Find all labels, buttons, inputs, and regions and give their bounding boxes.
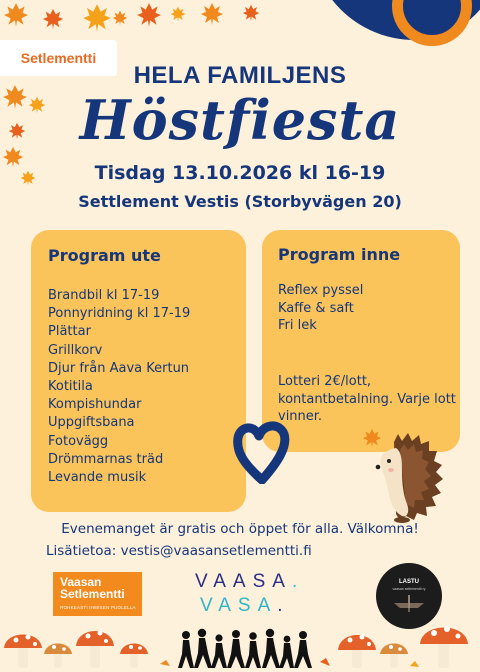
list-item: Uppgiftsbana — [48, 415, 135, 431]
maple-leaf-icon — [42, 8, 64, 30]
list-item: Brandbil kl 17-19 — [48, 288, 160, 303]
lottery-text: Lotteri 2€/lott, kontantbetalning. Varje lott vinner. — [278, 374, 456, 424]
boat-icon — [392, 593, 426, 613]
logo-text: VASA — [200, 595, 278, 616]
heart-icon — [232, 416, 292, 484]
event-venue: Settlement Vestis (Storbyvägen 20) — [78, 192, 402, 211]
program-indoor-heading: Program inne — [278, 245, 401, 264]
logo-dot: . — [277, 595, 290, 616]
setlementti-badge: Setlementti — [0, 40, 117, 76]
maple-leaf-icon — [136, 2, 162, 28]
list-item: Fri lek — [278, 318, 317, 333]
logo-tagline: ROHKEASTI IHMISEN PUOLELLA — [60, 605, 136, 610]
contact-text: Lisätietoa: vestis@vaasansetlementti.fi — [46, 543, 312, 559]
mushroom-icon — [420, 626, 468, 668]
program-outdoor-panel — [31, 230, 246, 512]
maple-leaf-icon — [82, 3, 112, 33]
info-text: Evenemanget är gratis och öppet för alla. Välkomna! — [61, 521, 419, 537]
maple-leaf-icon — [3, 2, 29, 28]
logo-text: VAASA — [195, 571, 292, 592]
list-item: Grillkorv — [48, 342, 103, 358]
logo-text: Setlementti — [60, 587, 125, 601]
vaasa-logo — [195, 570, 304, 593]
walking-people-icon — [178, 629, 312, 668]
list-item: Kompishundar — [48, 397, 142, 413]
logo-tagline: vaasan setlementti ry — [392, 587, 426, 591]
event-date: Tisdag 13.10.2026 kl 16-19 — [94, 162, 386, 184]
vasa-logo — [200, 594, 290, 617]
logo-text: LASTU — [399, 579, 419, 585]
list-item: Levande musik — [48, 470, 147, 486]
maple-leaf-icon — [242, 4, 260, 22]
list-item: Kotitila — [48, 379, 93, 395]
lastu-logo — [376, 563, 442, 629]
program-outdoor-list — [48, 287, 190, 487]
list-item: Ponnyridning kl 17-19 — [48, 306, 191, 322]
list-item: Fotovägg — [48, 433, 109, 449]
list-item: Plättar — [48, 324, 91, 340]
mushroom-icon — [380, 644, 408, 669]
mushroom-icon — [338, 635, 376, 669]
maple-leaf-icon — [362, 428, 382, 448]
mushroom-icon — [4, 635, 42, 669]
maple-leaf-icon — [170, 6, 186, 22]
hedgehog-icon — [372, 432, 444, 524]
list-item: Djur från Aava Kertun — [48, 360, 190, 376]
mushroom-border-illustration — [0, 622, 480, 672]
maple-leaf-icon — [112, 10, 128, 26]
logo-dot: . — [291, 571, 305, 592]
program-outdoor-heading: Program ute — [48, 246, 161, 265]
mushroom-icon — [120, 644, 148, 669]
program-indoor-list — [278, 282, 363, 335]
mushroom-icon — [76, 631, 114, 669]
maple-leaf-icon — [200, 2, 224, 26]
list-item: Drömmarnas träd — [48, 451, 164, 467]
list-item: Kaffe & saft — [278, 300, 354, 316]
title-line-1: HELA FAMILJENS — [133, 62, 347, 89]
logo-text: Vaasan — [60, 575, 102, 589]
list-item: Reflex pyssel — [278, 283, 364, 298]
title-line-2: Höstfiesta — [79, 88, 401, 152]
mushroom-icon — [44, 644, 72, 669]
vaasan-setlementti-logo — [53, 572, 142, 616]
